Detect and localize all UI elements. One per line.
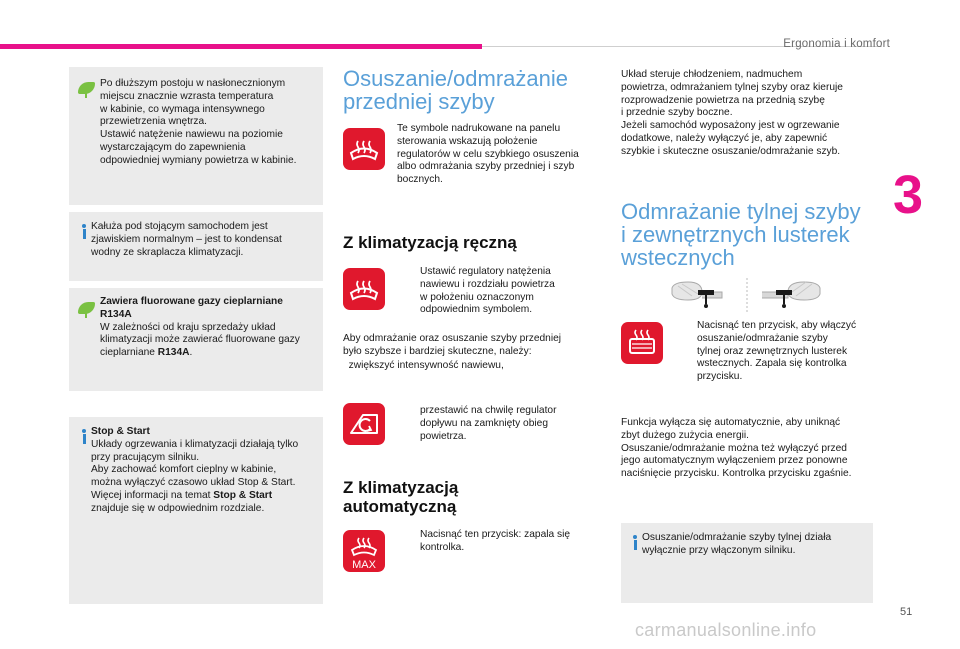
note-line: odpowiedniej wymiany powietrza w kabinie. (100, 154, 297, 166)
info-note-condensate (69, 212, 323, 281)
note-line: wodny ze skraplacza klimatyzacji. (91, 246, 244, 258)
manual-step-1: Ustawić regulatory natężenia nawiewu i rozdziału powietrza w położeniu oznaczonym odpowiednim symbolem. (420, 266, 555, 316)
note-line: Po dłuższym postoju w nasłonecznionym (100, 78, 286, 89)
info-icon (82, 224, 87, 239)
rear-demist-button-icon (621, 322, 663, 364)
header-accent-bar (0, 44, 482, 49)
recirculation-icon (343, 403, 385, 445)
chapter-number: 3 (893, 165, 924, 225)
info-icon (633, 535, 638, 550)
note-line: wyłącznie przy włączonym silniku. (642, 544, 796, 556)
note-title: Zawiera fluorowane gazy cieplarniane (100, 296, 283, 307)
note-line: cieplarniane R134A. (100, 347, 193, 359)
note-line: w kabinie, co wymaga intensywnego (100, 103, 265, 115)
eco-note-ventilation (69, 67, 323, 205)
note-line: przewietrzenia wnętrza. (100, 116, 208, 128)
manual-step-3: przestawić na chwilę regulator dopływu na zamknięty obieg powietrza. (420, 405, 557, 442)
manual-step-2: zwiększyć intensywność nawiewu, (348, 359, 504, 371)
info-icon (82, 429, 87, 444)
max-label: MAX (352, 559, 376, 571)
note-title: R134A (100, 308, 132, 320)
note-line: Więcej informacji na temat Stop & Start (91, 489, 273, 501)
section-heading-front-demist: Osuszanie/odmrażanie przedniej szyby (343, 66, 569, 114)
note-line: miejscu znacznie wzrasta temperatura (100, 90, 274, 102)
note-title: Stop & Start (91, 426, 150, 437)
page-number: 51 (900, 606, 913, 618)
front-demist-intro: Te symbole nadrukowane na panelu sterowania wskazują położenie regulatorów w celu szybkiego osuszenia albo odmrażania szyby przedniej i szyb bocznych. (397, 123, 579, 186)
rear-demist-step: Nacisnąć ten przycisk, aby włączyć osuszanie/odmrażanie szyby tylnej oraz zewnętrznych lusterek wstecznych. Zapala się kontrolka przycisku. (697, 320, 857, 383)
note-line: można wyłączyć czasowo układ Stop & Start. (91, 477, 296, 489)
note-line: Ustawić natężenie nawiewu na poziomie (100, 129, 283, 141)
rear-demist-description: Funkcja wyłącza się automatycznie, aby uniknąć zbyt dużego zużycia energii. Osuszanie/odmrażanie można też wyłączyć przed jego automatycznym wyłączeniem przez ponowne naciśnięcie przycisku. Kontrolka przycisku zgaśnie. (621, 417, 852, 480)
note-line: Układy ogrzewania i klimatyzacji działają tylko (91, 438, 299, 450)
info-note-rear-demist (621, 523, 873, 603)
section-heading-rear-demist: Odmrażanie tylnej szyby i zewnętrznych lusterek wstecznych (621, 199, 861, 270)
manual-instructions: Aby odmrażanie oraz osuszanie szyby przedniej było szybsze i bardziej skuteczne, należy: zwiększyć intensywność nawiewu, (343, 333, 562, 371)
note-line: znajduje się w odpowiednim rozdziale. (91, 502, 265, 514)
eco-leaf-icon (77, 82, 97, 97)
info-note-stop-start (69, 417, 323, 604)
manual-demist-icon (343, 268, 385, 310)
right-mirror-icon (762, 282, 820, 308)
auto-system-description: Układ steruje chłodzeniem, nadmuchem powietrza, odmrażaniem tylnej szyby oraz kieruje rozprowadzenie powietrza na przednią szybę i przednie szyby boczne. Jeżeli samochód wyposażony jest w ogrzewanie dodatkowe, należy wyłączyć je, aby zapewnić szybkie i skuteczne osuszanie/odmrażanie szyb. (621, 69, 843, 157)
note-line: W zależności od kraju sprzedaży układ (100, 321, 276, 333)
mirror-illustration (662, 276, 832, 316)
eco-note-refrigerant (69, 288, 323, 391)
note-line: Kałuża pod stojącym samochodem jest (91, 221, 268, 232)
auto-ac-heading: Z klimatyzacją automatyczną (343, 478, 459, 516)
note-line: przy pracującym silniku. (91, 451, 200, 463)
manual-ac-heading: Z klimatyzacją ręczną (343, 233, 517, 252)
max-demist-button-icon (343, 530, 385, 572)
left-mirror-icon (672, 282, 722, 308)
note-line: Osuszanie/odmrażanie szyby tylnej działa (642, 532, 832, 543)
section-title: Ergonomia i komfort (783, 38, 890, 50)
note-line: zjawiskiem normalnym – jest to kondensat (91, 233, 282, 245)
note-line: wystarczającym do zapewnienia (100, 141, 246, 153)
front-demist-symbol-icon (343, 128, 385, 170)
eco-leaf-icon (77, 302, 97, 317)
watermark: carmanualsonline.info (635, 620, 817, 640)
auto-step: Nacisnąć ten przycisk: zapala się kontrolka. (420, 529, 571, 553)
note-line: Aby zachować komfort cieplny w kabinie, (91, 464, 277, 476)
note-line: klimatyzacji może zawierać fluorowane gazy (100, 334, 300, 346)
